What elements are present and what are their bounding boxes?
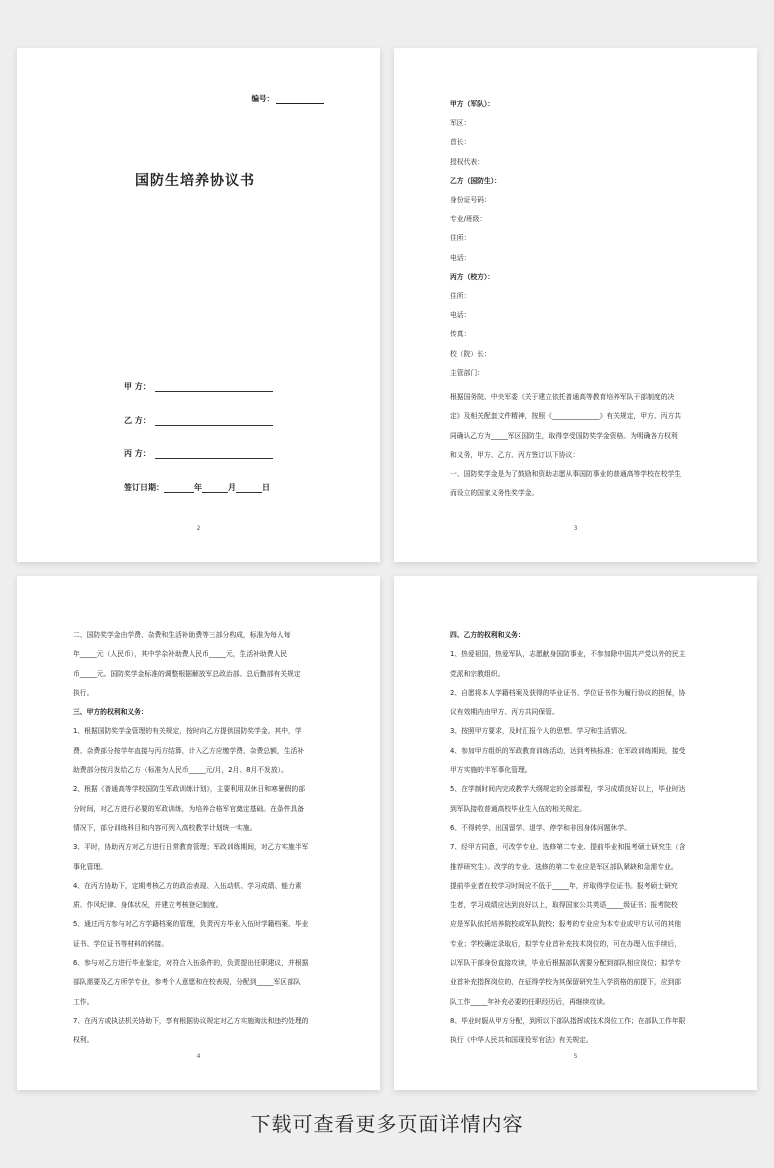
text-line: 2、根据《普通高等学校国防生军政训练计划》，主要利用双休日和寒暑假的部 bbox=[73, 785, 306, 794]
party-a-label: 甲 方： bbox=[124, 382, 151, 391]
text-line: 丙方（校方）： bbox=[450, 272, 495, 281]
text-line: 5、在学制时间内完成教学大纲规定的全部课程，学习成绩良好以上，毕业时达 bbox=[450, 785, 686, 794]
text-line: 2、自愿将本人学籍档案及获得的毕业证书、学位证书作为履行协议的担保，协 bbox=[450, 688, 686, 697]
download-caption: 下载可查看更多页面详情内容 bbox=[250, 1112, 524, 1136]
text-line: 和义务，甲方、乙方、丙方签订以下协议： bbox=[450, 450, 580, 459]
text-line: 4、参加甲方组织的军政教育训练活动，达到考核标准；在军政训练期间，接受 bbox=[450, 746, 686, 755]
text-line: 分时间，对乙方进行必要的军政训练，为培养合格军官奠定基础。在条件具备 bbox=[73, 804, 305, 813]
text-line: 执行《中华人民共和国现役军官法》有关规定。 bbox=[450, 1036, 593, 1045]
sign-date-label: 签订日期： bbox=[124, 483, 164, 492]
sign-date bbox=[124, 482, 270, 493]
text-line: 提前毕业者在校学习时间应不低于_____年，并取得学位证书。报考硕士研究 bbox=[450, 881, 678, 890]
text-line: 议有效期内由甲方、丙方共同保管。 bbox=[450, 708, 559, 717]
text-line: 权利。 bbox=[73, 1036, 94, 1045]
text-line: 1、热爱祖国，热爱军队，志愿献身国防事业，不参加除中国共产党以外的民主 bbox=[450, 650, 686, 659]
text-line: 乙方（国防生）： bbox=[450, 176, 501, 185]
text-line: 3、按照甲方要求，及时汇报个人的思想、学习和生活情况。 bbox=[450, 727, 632, 736]
text-line: 主管部门： bbox=[450, 368, 484, 377]
text-line: 情况下，部分训练科目和内容可列入高校教学计划统一实施。 bbox=[73, 823, 257, 832]
party-b-blank bbox=[155, 416, 273, 426]
text-line: 根据国务院、中央军委《关于建立依托普通高等教育培养军队干部制度的决 bbox=[450, 393, 675, 401]
text-line: 队工作_____年补充必要的任职经历后，再继续攻读。 bbox=[450, 997, 610, 1006]
text-line: 而设立的国家义务性奖学金。 bbox=[450, 489, 539, 498]
text-line: 甲方实施的半军事化管理。 bbox=[450, 766, 532, 775]
page-number: 2 bbox=[196, 525, 201, 532]
text-line: 质、作风纪律、身体状况，并建立考核登记制度。 bbox=[73, 901, 223, 910]
text-line: 部队需要及乙方所学专业，参考个人意愿和在校表现，分配到_____军区部队 bbox=[73, 978, 301, 987]
text-line: 1、根据国防奖学金管理的有关规定，按时向乙方提供国防奖学金。其中，学 bbox=[73, 727, 302, 736]
day-label: 日 bbox=[262, 483, 270, 492]
text-line: 年_____元（人民币），其中学杂补助费人民币_____元，生活补助费人民 bbox=[73, 650, 288, 659]
text-line: 以军队干部身份直接攻读，毕业后根据部队需要分配到部队相应岗位；拟学专 bbox=[450, 959, 682, 968]
day-blank bbox=[236, 483, 262, 493]
text-line: 执行。 bbox=[73, 688, 94, 697]
page-cover bbox=[17, 48, 380, 562]
text-line: 首长： bbox=[450, 138, 471, 147]
text-line: 身份证号码： bbox=[450, 196, 491, 205]
text-line: 生者，学习成绩应达到良好以上，取得国家公共英语_____级证书；报考院校 bbox=[450, 901, 678, 910]
page-number: 4 bbox=[196, 1053, 201, 1060]
text-line: 工作。 bbox=[73, 997, 94, 1006]
party-a-blank bbox=[155, 382, 273, 392]
year-blank bbox=[164, 483, 194, 493]
text-line: 7、在丙方或执法机关协助下，享有根据协议规定对乙方实施淘汰和违约处理的 bbox=[73, 1016, 309, 1025]
terms-text bbox=[450, 626, 705, 1051]
party-c-row bbox=[124, 448, 273, 459]
page-number: 5 bbox=[573, 1053, 578, 1060]
text-line: 党派和宗教组织。 bbox=[450, 669, 505, 678]
text-line: 四、乙方的权利和义务： bbox=[450, 631, 525, 639]
text-line: 3、平时，协助丙方对乙方进行日常教育管理；军政训练期间，对乙方实施半军 bbox=[73, 843, 309, 852]
text-line: 同确认乙方为_____军区国防生，取得享受国防奖学金资格。为明确各方权利 bbox=[450, 431, 678, 440]
text-line: 专业/班级： bbox=[450, 215, 487, 224]
text-line: 军区： bbox=[450, 119, 471, 128]
text-line: 到军队接收普通高校毕业生入伍的相关规定。 bbox=[450, 804, 586, 813]
party-b-label: 乙 方： bbox=[124, 416, 151, 425]
text-line: 6、不得转学、出国留学、退学、停学和非因身体问题休学。 bbox=[450, 823, 632, 832]
text-line: 住所： bbox=[450, 292, 471, 301]
serial-number bbox=[252, 93, 325, 104]
text-line: 二、国防奖学金由学费、杂费和生活补助费等三部分构成，标准为每人每 bbox=[73, 631, 291, 639]
text-line: 助费部分按月发给乙方（标准为人民币_____元/月，2月、8月不发放）。 bbox=[73, 766, 288, 775]
text-line: 推荐研究生）。改学的专业、选修的第二专业应是军区部队紧缺和急需专业。 bbox=[450, 862, 678, 871]
text-line: 应是军队依托培养院校或军队院校；报考的专业应为本专业或甲方认可的其他 bbox=[450, 920, 682, 929]
text-line: 证书、学位证书等材料的转接。 bbox=[73, 939, 169, 948]
text-line: 5、通过丙方参与对乙方学籍档案的管理，负责丙方毕业入伍时学籍档案、毕业 bbox=[73, 920, 309, 929]
page-parties bbox=[394, 48, 757, 562]
document-title: 国防生培养协议书 bbox=[135, 173, 255, 189]
text-line: 4、在丙方协助下，定期考核乙方的政治表现、入伍动机、学习成绩、能力素 bbox=[73, 881, 302, 890]
text-line: 电话： bbox=[450, 253, 471, 262]
text-line: 甲方（军队）： bbox=[450, 100, 495, 108]
page-number: 3 bbox=[573, 525, 578, 532]
text-line: 业首补充指挥岗位的，在征得学校为其保留研究生入学资格的前提下，应到部 bbox=[450, 978, 682, 987]
month-label: 月 bbox=[228, 483, 236, 492]
page-terms-b bbox=[394, 576, 757, 1090]
preamble-text bbox=[450, 388, 705, 504]
party-c-blank bbox=[155, 449, 273, 459]
text-line: 一、国防奖学金是为了鼓励和资助志愿从事国防事业的普通高等学校在校学生 bbox=[450, 470, 682, 479]
text-line: 专业；学校确定录取后，拟学专业首补充技术岗位的，可在办理入伍手续后， bbox=[450, 939, 682, 948]
month-blank bbox=[202, 483, 228, 493]
serial-label: 编号： bbox=[251, 94, 274, 103]
party-a-row bbox=[124, 381, 273, 392]
text-line: 7、经甲方同意，可改学专业、选修第二专业、提前毕业和报考硕士研究生（含 bbox=[450, 843, 686, 852]
terms-text bbox=[73, 626, 328, 1051]
parties-list bbox=[450, 95, 705, 383]
text-line: 币_____元。国防奖学金标准的调整根据解放军总政治部、总后勤部有关规定 bbox=[73, 669, 301, 678]
text-line: 校（院）长： bbox=[450, 349, 491, 358]
text-line: 住所： bbox=[450, 234, 471, 243]
party-b-row bbox=[124, 415, 273, 426]
text-line: 事化管理。 bbox=[73, 862, 107, 871]
text-line: 6、参与对乙方进行毕业鉴定，对符合入伍条件的，负责提出任职建议，并根据 bbox=[73, 959, 309, 968]
page-terms-a bbox=[17, 576, 380, 1090]
serial-blank bbox=[276, 95, 324, 104]
text-line: 传真： bbox=[450, 330, 471, 339]
year-label: 年 bbox=[194, 483, 202, 492]
text-line: 电话： bbox=[450, 311, 471, 320]
text-line: 授权代表： bbox=[450, 157, 484, 166]
text-line: 8、毕业时服从甲方分配，到所以下部队指挥或技术岗位工作；在部队工作年限 bbox=[450, 1016, 686, 1025]
party-c-label: 丙 方： bbox=[124, 449, 151, 458]
text-line: 费、杂费部分按学年直接与丙方结算，计入乙方应缴学费、杂费总额，生活补 bbox=[73, 746, 305, 755]
text-line: 定》及相关配套文件精神，按照《______________》有关规定，甲方、丙方共 bbox=[450, 412, 682, 421]
text-line: 三、甲方的权利和义务： bbox=[73, 708, 148, 717]
